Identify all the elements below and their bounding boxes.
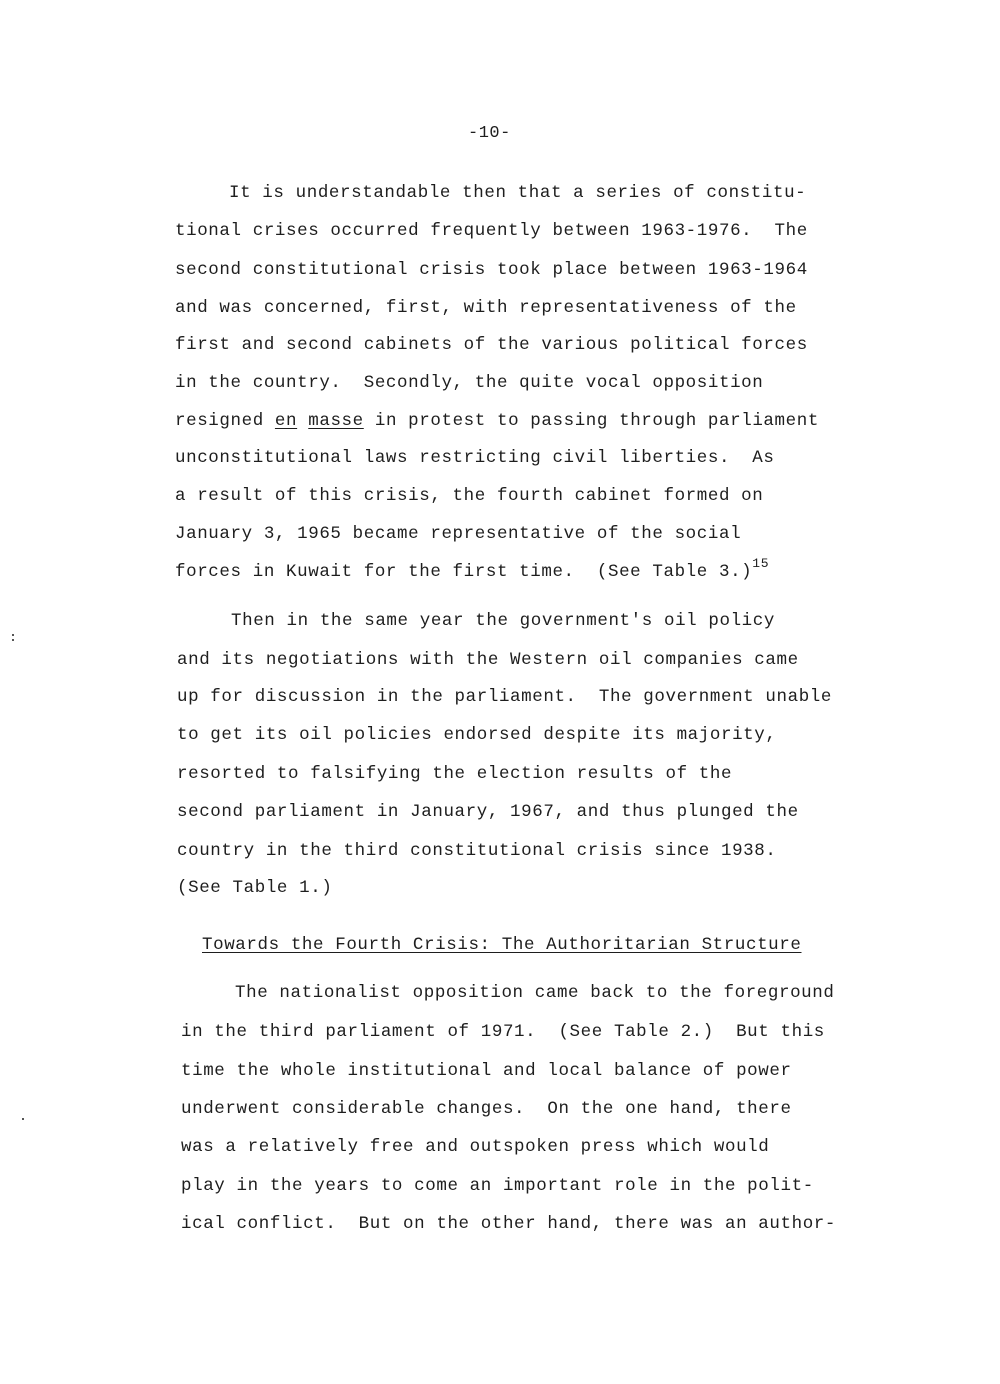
text-line: country in the third constitutional crisis since 1938. (177, 841, 777, 861)
scan-speck (12, 639, 14, 641)
underlined-phrase-masse: masse (308, 411, 364, 431)
text-segment (297, 411, 308, 431)
text-line: first and second cabinets of the various political forces (175, 335, 808, 355)
text-line: and its negotiations with the Western oil companies came (177, 650, 799, 670)
text-line: tional crises occurred frequently between 1963-1976. The (175, 221, 808, 241)
text-line: Then in the same year the government's oil policy (231, 611, 775, 631)
text-line (175, 410, 819, 432)
text-line: It is understandable then that a series of constitu- (229, 183, 807, 203)
scan-speck (22, 1118, 24, 1120)
scan-speck (12, 634, 14, 636)
text-line: ical conflict. But on the other hand, there was an author- (181, 1214, 837, 1234)
text-line: a result of this crisis, the fourth cabinet formed on (175, 486, 764, 506)
text-line: (See Table 1.) (177, 878, 333, 898)
underlined-phrase-en: en (274, 411, 298, 431)
text-line: time the whole institutional and local balance of power (181, 1061, 792, 1081)
text-line: up for discussion in the parliament. The government unable (177, 687, 833, 707)
text-line: second constitutional crisis took place between 1963-1964 (175, 260, 808, 280)
text-line: to get its oil policies endorsed despite its majority, (177, 725, 777, 745)
section-heading: Towards the Fourth Crisis: The Authoritarian Structure (202, 935, 802, 955)
text-line (175, 556, 770, 583)
text-line: in the third parliament of 1971. (See Table 2.) But this (181, 1022, 825, 1042)
text-line: unconstitutional laws restricting civil liberties. As (175, 448, 775, 468)
text-segment: resigned (175, 411, 275, 431)
text-line: resorted to falsifying the election results of the (177, 764, 733, 784)
text-line: January 3, 1965 became representative of the social (175, 524, 742, 544)
text-line: in the country. Secondly, the quite vocal opposition (175, 373, 764, 393)
footnote-reference: 15 (752, 556, 770, 571)
text-line: was a relatively free and outspoken press which would (181, 1137, 770, 1157)
text-line: The nationalist opposition came back to the foreground (235, 983, 835, 1003)
text-line: and was concerned, first, with representativeness of the (175, 298, 797, 318)
text-line: play in the years to come an important role in the polit- (181, 1176, 814, 1196)
text-line: underwent considerable changes. On the one hand, there (181, 1099, 792, 1119)
page-number: -10- (468, 124, 511, 143)
text-segment: in protest to passing through parliament (363, 411, 819, 431)
text-line: second parliament in January, 1967, and thus plunged the (177, 802, 799, 822)
text-segment: forces in Kuwait for the first time. (See Table 3.) (175, 562, 753, 582)
